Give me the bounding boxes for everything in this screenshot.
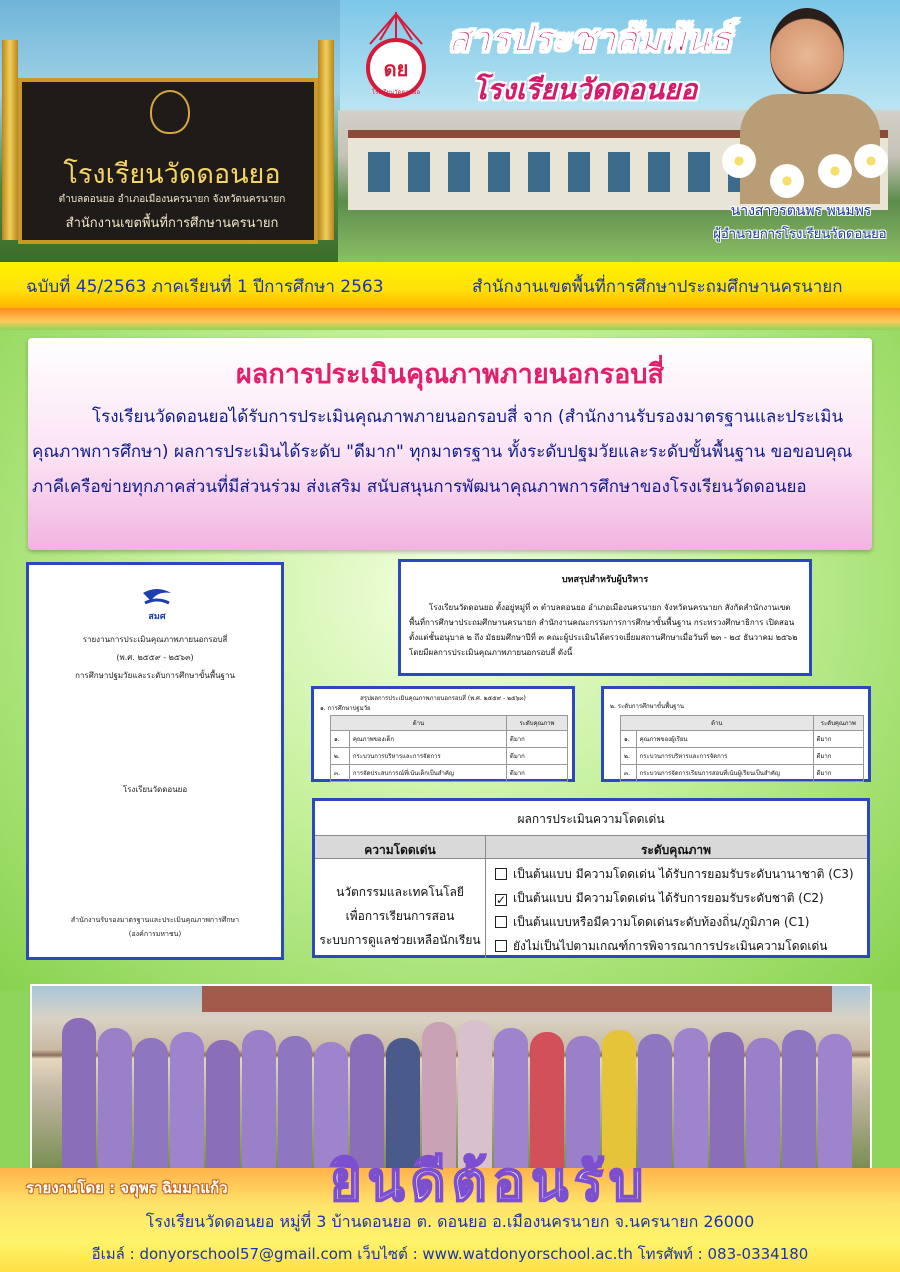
table-row: ๒. กระบวนการบริหารและการจัดการ ดีมาก [621,748,864,765]
cover-period: (พ.ศ. ๒๕๕๙ - ๒๕๖๓) [116,653,194,662]
cover-school: โรงเรียนวัดดอนยอ [122,785,188,794]
sign-office: สำนักงานเขตพื้นที่การศึกษานครนายก [65,216,279,231]
table-caption: สรุปผลการประเมินคุณภาพภายนอกรอบสี่ (พ.ศ. ๒๕๕๙ - ๒๕๖๓) [360,695,526,702]
welcome-text: ยินดีต้อนรับ [330,1150,650,1213]
basic-education-table [601,686,871,782]
table-subtitle: ๑. การศึกษาปฐมวัย [320,705,371,712]
cover-level: การศึกษาปฐมวัยและระดับการศึกษาขั้นพื้นฐาน [75,671,235,680]
table-header-row: ด้าน ระดับคุณภาพ [331,716,568,731]
highlight-category-line: เพื่อการเรียนการสอน [345,909,455,923]
sign-pillar-right [318,40,334,240]
highlight-option-c3: เป็นต้นแบบ มีความโดดเด่น ได้รับการยอมรับระดับนานาชาติ (C3) [495,865,854,884]
cover-org-type: (องค์การมหาชน) [128,930,182,938]
highlight-assessment-table [312,798,870,958]
school-logo-icon [350,10,442,102]
highlight-option-none: ยังไม่เป็นไปตามเกณฑ์การพิจารณาการประเมินความโดดเด่น [495,937,827,956]
checkbox-unchecked-icon [495,940,507,952]
highlight-col-level: ระดับคุณภาพ [640,843,712,857]
headline-text: โรงเรียนวัดดอนยอได้รับการประเมินคุณภาพภายนอกรอบสี่ จาก (สำนักงานรับรองมาตรฐานและประเมินคุณภาพการศึกษา) ผลการประเมินได้ระดับ "ดีมาก" ทุกมาตรฐาน ทั้งระดับปฐมวัยและระดับขั้นพื้นฐาน ขอขอบคุณภาคีเครือข่ายทุกภาคส่วนที่มีส่วนร่วม ส่งเสริม สนับสนุนการพัฒนาคุณภาพการศึกษาของโรงเรียนวัดดอนยอ [32,407,853,497]
highlight-header-row [315,835,867,859]
table-row: ๒. กระบวนการบริหารและการจัดการ ดีมาก [331,748,568,765]
onesqa-logo-label: สมศ [148,612,166,621]
logo-initials: ดย [383,57,409,81]
table-row: ๑. คุณภาพของเด็ก ดีมาก [331,731,568,748]
checkbox-unchecked-icon [495,916,507,928]
newsletter-title: สารประชาสัมพันธ์ [448,19,732,60]
table-row: ๓. กระบวนการจัดการเรียนการสอนที่เน้นผู้เรียนเป็นสำคัญ ดีมาก [621,765,864,782]
reporter: รายงานโดย : จตุพร ฉิมมาแก้ว [26,1179,228,1197]
table [330,715,568,782]
cover-title: รายงานการประเมินคุณภาพภายนอกรอบสี่ [82,635,228,644]
table-header-row: ด้าน ระดับคุณภาพ [621,716,864,731]
executive-summary [398,559,812,676]
headline-box [28,338,872,550]
table-subtitle: ๒. ระดับการศึกษาขั้นพื้นฐาน [610,703,684,710]
summary-title: บทสรุปสำหรับผู้บริหาร [561,575,649,585]
flower-icon [818,154,852,188]
highlight-option-c2: ✓ เป็นต้นแบบ มีความโดดเด่น ได้รับการยอมรับระดับชาติ (C2) [496,891,824,907]
issue-number: ฉบับที่ 45/2563 ภาคเรียนที่ 1 ปีการศึกษา 2563 [26,277,384,297]
ministry-emblem-icon [150,90,190,134]
highlight-col-category: ความโดดเด่น [364,843,436,857]
highlight-category-line: นวัตกรรมและเทคโนโลยี [336,885,464,899]
highlight-option-c1: เป็นต้นแบบหรือมีความโดดเด่นระดับท้องถิ่น/ภูมิภาค (C1) [495,913,809,932]
report-cover [26,562,284,960]
sign-pillar-left [2,40,18,240]
logo-text: โรงเรียนวัดดอนยอ [371,89,421,96]
headline-title: ผลการประเมินคุณภาพภายนอกรอบสี่ [235,359,664,390]
checkbox-checked-icon: ✓ [496,893,507,907]
school-sign-board [18,78,318,244]
contact-info: อีเมล์ : donyorschool57@gmail.com เว็บไซต์ : www.watdonyorschool.ac.th โทรศัพท์ : 083-0334180 [91,1245,809,1263]
school-address: โรงเรียนวัดดอนยอ หมู่ที่ 3 บ้านดอนยอ ต. ดอนยอ อ.เมืองนครนายก จ.นครนายก 26000 [145,1212,755,1231]
director-photo [730,4,895,204]
director-name: นางสาวรตนพร พนมพร [730,203,872,219]
summary-text: โรงเรียนวัดดอนยอ ตั้งอยู่หมู่ที่ ๓ ตำบลดอนยอ อำเภอเมืองนครนายก จังหวัดนครนายก สังกัดสำนักงานเขตพื้นที่การศึกษาประถมศึกษานครนายก สำนักงานคณะกรรมการการศึกษาขั้นพื้นฐาน กระทรวงศึกษาธิการ เปิดสอนตั้งแต่ชั้นอนุบาล ๒ ถึง มัธยมศึกษาปีที่ ๓ คณะผู้ประเมินได้ตรวจเยี่ยมสถานศึกษาเมื่อวันที่ ๒๓ - ๒๔ ธันวาคม ๒๕๖๒ โดยมีผลการประเมินคุณภาพภายนอกรอบสี่ ดังนี้ [409,603,798,657]
issue-office: สำนักงานเขตพื้นที่การศึกษาประถมศึกษานครนายก [472,277,843,297]
flower-icon [722,144,756,178]
table [620,715,864,782]
cover-org: สำนักงานรับรองมาตรฐานและประเมินคุณภาพการศึกษา [70,916,240,924]
director-title: ผู้อำนวยการโรงเรียนวัดดอนยอ [713,227,887,242]
table-row: ๑. คุณภาพของผู้เรียน ดีมาก [621,731,864,748]
sign-school-name: โรงเรียนวัดดอนยอ [63,159,281,190]
highlight-title: ผลการประเมินความโดดเด่น [517,812,665,826]
header-banner [0,0,900,262]
school-sign-photo [0,0,340,262]
highlight-category-line: ระบบการดูแลช่วยเหลือนักเรียน [319,933,481,947]
table-row: ๓. การจัดประสบการณ์ที่เน้นเด็กเป็นสำคัญ ดีมาก [331,765,568,782]
early-childhood-table [311,686,575,782]
sign-address: ตำบลดอนยอ อำเภอเมืองนครนายก จังหวัดนครนายก [58,194,286,205]
newsletter-subtitle: โรงเรียนวัดดอนยอ [472,73,698,106]
onesqa-logo-icon [137,585,177,621]
flower-icon [854,144,888,178]
flower-icon [770,164,804,198]
issue-bar [0,262,900,308]
decorative-swoosh [0,308,900,330]
checkbox-unchecked-icon [495,868,507,880]
